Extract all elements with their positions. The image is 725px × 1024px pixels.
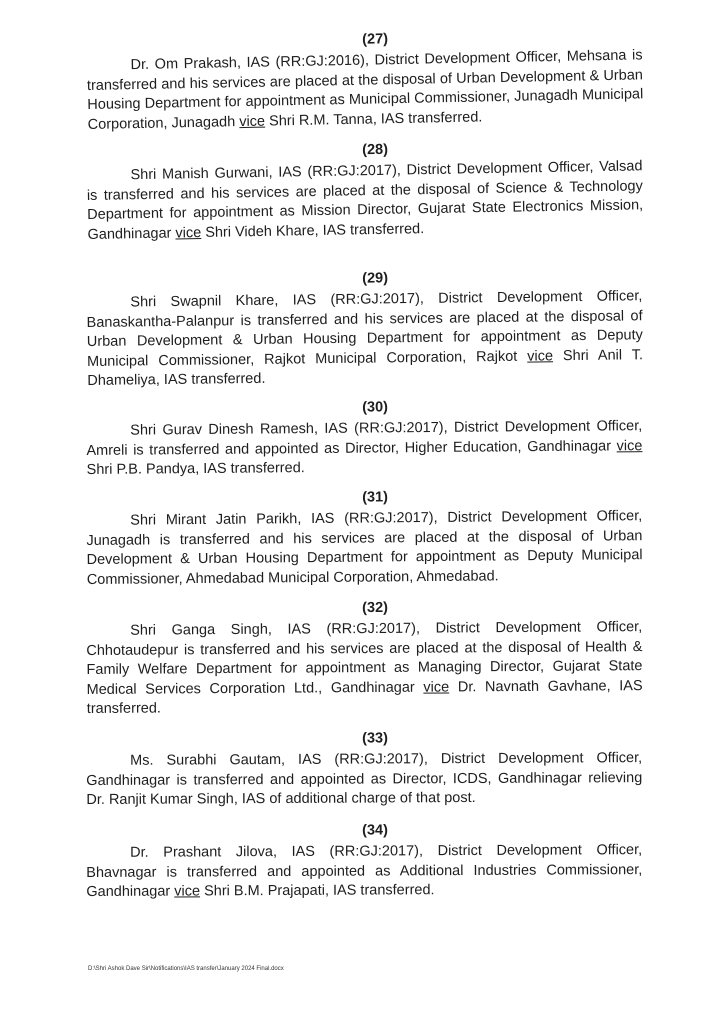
entry-number: (32) (362, 599, 389, 617)
order-entry-29 (86, 265, 643, 391)
vice-word: vice (175, 224, 202, 241)
entry-number: (27) (362, 31, 389, 48)
entry-text (86, 618, 643, 719)
vice-word: vice (239, 113, 266, 130)
entry-text-main: Dr. Om Prakash, IAS (RR:GJ:2016), District Development Officer, Mehsana is transferred and his services are placed at the disposal of Urban Development & Urban Housing Department for appointment as Municipal Commissioner, Junagadh Municipal Corporation, Junagadh (86, 47, 644, 133)
entry-text (86, 507, 643, 590)
entry-number: (30) (362, 399, 389, 416)
vice-word: vice (527, 347, 554, 365)
entry-text (86, 749, 642, 810)
entry-text-tail: Dr. Navnath Gavhane, IAS transferred. (86, 677, 643, 717)
order-entry-28 (86, 135, 644, 245)
entry-text-main: Shri Ganga Singh, IAS (RR:GJ:2017), District Development Officer, Chhotaudepur is transferred and his services are placed at the disposal of Health & Family Welfare Department for appointment as Managing Director, Gujarat State Medical Services Corporation Ltd., Gandhinagar (86, 619, 643, 698)
file-path-footer: D:\Shri Ashok Dave Sir\Notifications\IAS transfer\January 2024 Final.docx (88, 966, 284, 972)
entry-number: (28) (362, 141, 389, 159)
order-entry-34 (86, 819, 642, 902)
order-entry-27 (86, 24, 644, 135)
entry-text-tail: Shri Videh Khare, IAS transferred. (201, 220, 425, 241)
order-entry-30 (86, 395, 643, 480)
entry-text-main: Shri Swapnil Khare, IAS (RR:GJ:2017), District Development Officer, Banaskantha-Palanpur is transferred and his services are placed at the disposal of Urban Development & Urban Housing Department for appointment as Deputy Municipal Commissioner, Rajkot Municipal Corporation, Rajkot (86, 288, 643, 370)
entry-text-main: Ms. Surabhi Gautam, IAS (RR:GJ:2017), District Development Officer, Gandhinagar is transferred and appointed as Director, ICDS, Gandhinagar relieving Dr. Ranjit Kumar Singh, IAS of additional charge of that post. (86, 750, 643, 808)
entry-text-main: Dr. Prashant Jilova, IAS (RR:GJ:2017), District Development Officer, Bhavnagar is transferred and appointed as Additional Industries Commissioner, Gandhinagar (86, 842, 643, 900)
entry-text-main: Shri Gurav Dinesh Ramesh, IAS (RR:GJ:2017), District Development Officer, Amreli is transferred and appointed as Director, Higher Education, Gandhinagar (86, 418, 643, 459)
entry-number: (34) (362, 822, 388, 839)
entry-number: (29) (362, 270, 389, 287)
entry-text-tail: Shri B.M. Prajapati, IAS transferred. (199, 882, 435, 900)
entry-text-main: Shri Mirant Jatin Parikh, IAS (RR:GJ:2017), District Development Officer, Junagadh is transferred and his services are placed at the disposal of Urban Development & Urban Housing Department for appointment as Deputy Municipal Commissioner, Ahmedabad Municipal Corporation, Ahmedabad. (86, 508, 643, 588)
entry-text (86, 417, 642, 480)
entry-text (86, 157, 643, 245)
entry-number: (31) (362, 489, 389, 506)
order-entry-32 (86, 596, 643, 719)
vice-word: vice (423, 678, 450, 696)
entry-text (86, 287, 643, 391)
order-entry-31 (86, 485, 643, 590)
entry-text-tail: Shri Anil T. Dhameliya, IAS transferred. (87, 346, 644, 389)
entry-text-tail: Shri R.M. Tanna, IAS transferred. (264, 108, 483, 130)
vice-word: vice (174, 883, 201, 900)
vice-word: vice (616, 437, 643, 454)
entry-text-main: Shri Manish Gurwani, IAS (RR:GJ:2017), District Development Officer, Valsad is transferred and his services are placed at the disposal of Science & Technology Department for appointment as Mission Director, Gujarat State Electronics Mission, Gandhinagar (86, 158, 644, 243)
order-entry-33 (86, 727, 642, 810)
entry-text (86, 841, 642, 902)
entry-number: (33) (362, 730, 388, 747)
entry-text-tail: Shri P.B. Pandya, IAS transferred. (86, 460, 305, 478)
entry-text (86, 46, 643, 135)
